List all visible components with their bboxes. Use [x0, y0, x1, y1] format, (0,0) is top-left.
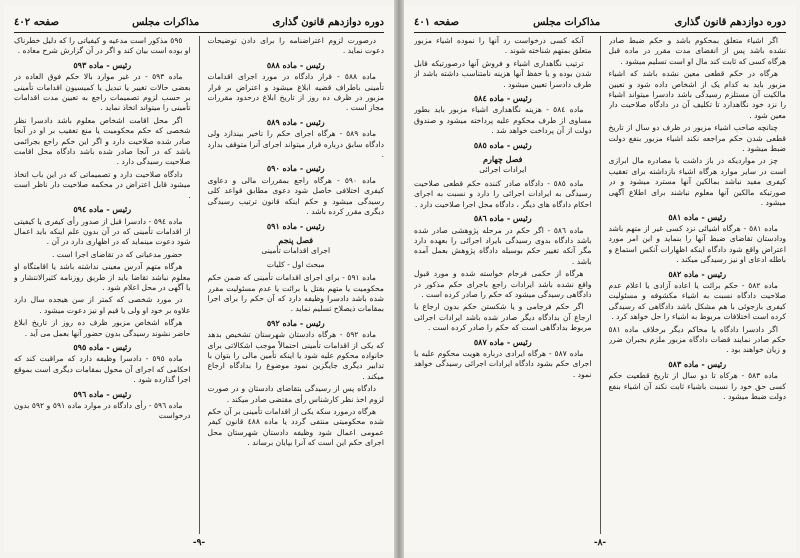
article-label: رئیس - ماده ٥٩٢: [266, 317, 325, 328]
article-label: رئیس - ماده ٥٩٥: [73, 341, 132, 352]
left-page-columns: [14, 36, 384, 534]
paragraph: ماده ٥٩١ - برای اجرای اقدامات تأمینی که ضمن حکم محکومیت یا متهم بقتل یا برائت یا عدم مسئولیت مقرر شده باشد دادسرا وظیفه دارد که آن حکم را برای اجرا بمقامات ذیصلاح تسلیم نماید .: [207, 273, 384, 314]
paragraph: دادگاه صلاحیت دارد و تصمیماتی که در این باب اتخاذ میشود قابل اعتراض در محکمه صلاحیت دار ناظر است .: [14, 169, 191, 200]
paragraph: ماده ٥٩٢ - هرگاه دادستان شهرستان تشخیص بدهد که یکی از اقدامات تأمینی احتمالاً موجب اشکالاتی برای خانواده محکوم علیه شود یا اینکه تأمین مالی را بتوان با تدابیر دیگری جایگزین نمود موضوع را بدادگاه ارجاع میکند .: [207, 330, 384, 381]
paragraph: دادگاه پس از رسیدگی بتقاضای دادستان و در صورت لزوم اخذ نظر کارشناس رأی مقتضی صادر میکند .: [207, 384, 384, 404]
paragraph: ماده ٥٩٤ - دادسرا قبل از صدور رأی کیفری یا کیفیتی از اقدامات تأمینی که در آن بدون علم اینکه باید اعمال شود دعوت مینماید که در اظهاری دارد در آن .: [14, 216, 191, 247]
paragraph: اگر اشیاء متعلق بمحکوم باشد و حکم ضبط صادر نشده باشد پس از انقضای مدت مقرر در ماده قبل هرگاه کسی که ثابت کند مال او است تسلیم میشود .: [608, 36, 786, 66]
paragraph: ماده ٥٨٤ - هزینه نگاهداری اشیاء مزبور باید بطور مساوی از طرف محکوم علیه پرداخته میشود و صندوق دولت از آن پرداخت خواهد شد .: [414, 105, 592, 136]
article-label: رئیس - ماده ٥٨٦: [473, 213, 532, 224]
paragraph: ماده ٥٨٢ - حکم برائت یا اعاده آزادی یا اعلام عدم صلاحیت دادگاه نسبت به اشیاء مکشوفه و مسئولیت کیفری بازجوئی با هم مشکل باشد دادگاهی که رسیدگی کرده است اختلافات مربوط به اشیاء را حل خواهد کرد .: [608, 280, 786, 322]
session-title: دوره دوازدهم قانون گذاری: [272, 16, 384, 28]
paragraph: هرگاه درمورد سکه یکی از اقدامات تأمینی بر آن حکم شده محکومیتی منتفی گردد یا ماده ٤٨٨ قانون کیفر عمومی اعمال شود وظیفه دادستان شهرستان محل اجرای حکم این است که آنرا بپایان برساند .: [207, 407, 384, 448]
text-column-right: [609, 36, 787, 534]
article-label: رئیس - ماده ٥٩١: [266, 220, 325, 231]
left-page-header: [14, 14, 384, 30]
page-footer: -٨-: [593, 538, 607, 548]
article-label: رئیس - ماده ٥٨١: [668, 211, 727, 222]
article-label: رئیس - ماده ٥٩٠: [266, 163, 325, 174]
chapter-heading: فصل پنجم: [278, 234, 314, 245]
paragraph: هرگاه در حکم قطعی معین نشده باشد که اشیاء مزبور باید به کدام یک از اشخاص داده شود و تعیین مالکیت آن مستلزم رسیدگی باشد دادسرا میتواند اشیاء را نزد خود نگاهدارد تا تکلیف آن در دادگاه صلاحیت دار معین شود .: [608, 69, 786, 120]
article-label: رئیس - ماده ٥٨٩: [266, 116, 325, 127]
right-page-header: [414, 14, 786, 30]
journal-title: مذاکرات مجلس: [132, 16, 200, 28]
book-gutter: [394, 0, 404, 558]
right-page: [404, 6, 796, 552]
text-column-right: [208, 36, 385, 534]
paragraph: اگر محل اقامت اشخاص معلوم باشد دادسرا نظر شخصی که حکم محکومیت یا منع تعقیب بر او در آنجا صادر شده صلاحیت دارد و اگر این حکم راجع بجرائمی باشد که در آنجا صادر شده باشد دادگاه محل اقامت صلاحیت رسیدگی دارد .: [14, 115, 191, 167]
text-column-left: [14, 36, 191, 534]
paragraph: ماده ٥٨٥ - دادگاه صادر کننده حکم قطعی صلاحیت رسیدگی به ایرادات اجرائی را دارد و نسبت به اجرای احکام دادگاه های دیگر ، دادگاه محل اجرا صلاحیت دارد .: [414, 178, 592, 209]
session-title: دوره دوازدهم قانون گذاری: [674, 16, 786, 28]
section-subheading: ایرادات اجرائی: [479, 165, 527, 175]
article-label: رئیس - ماده ٥٨٢: [668, 268, 727, 279]
paragraph: هرگاه متهم آدرس معینی نداشته باشد یا اقامتگاه او معلوم نباشد تقاضا باید از طریق روزنامه کثیرالانتشار و یا آگهی در محل اعلام شود .: [14, 262, 191, 292]
paragraph: ماده ٥٨٧ - هرگاه ایرادی درباره هویت محکوم علیه یا اجرای حکم بشود دادگاه ایرادات اجرائی رسیدگی خواهد نمود .: [414, 348, 592, 379]
paragraph: اگر حکم فرجامی و یا شکستن حکم بدون ارجاع یا ارجاع آن بدادگاه دیگر صادر شده باشد ایرادات اجرائی مربوط بدادگاهی است که حکم را صادر کرده است .: [414, 302, 592, 333]
paragraph: چز در مواردیکه در باز داشت یا مصادره مال ابرازی است در سایر موارد هرگاه اشیاء بازداشته برای تعقیب کیفری مفید نباشد بمالکین آنها مسترد میشود و در صورتیکه مالکین آنها معلوم نباشند برای اطلاع آگهی میشود .: [608, 156, 786, 208]
paragraph: ماده ٥٩٦ - رأی دادگاه در موارد ماده ٥٩١ و ٥٩٢ بدون درخواست: [14, 401, 191, 421]
paragraph: اگر دادسرا دادگاه یا محاکم دیگر برخلاف ماده ٥٨١ حکم صادر نمایند قضات دادگاه مزبور ملزم بجبران ضرر و زیان خواهند بود .: [608, 324, 786, 355]
paragraph: ماده ٥٩٣ - در غیر موارد بالا حکم فوق العاده در بعضی حالات تغییر یا تبدیل یا کمیسیون اقدامات تأمینی بر حسب لزوم تصمیمات راجع به تعیین مدت اقدامات تأمینی را میتواند اتخاذ نماید .: [14, 72, 191, 113]
right-page-columns: [414, 36, 786, 534]
section-subheading: مبحث اول - کلیات: [266, 259, 325, 269]
article-label: رئیس - ماده ٥٨٧: [473, 336, 532, 347]
header-rule: [414, 32, 786, 33]
paragraph: حضور مدعیانی که در تقاضای اجرا است .: [51, 249, 183, 259]
header-rule: [14, 32, 384, 33]
article-label: رئیس - ماده ٥٨٤: [473, 93, 532, 104]
article-label: رئیس - ماده ٥٩٦: [73, 388, 132, 399]
article-label: رئیس - ماده ٥٨٨: [266, 59, 325, 70]
paragraph: در مورد شخصی که کمتر از سن هیجده سال دارد علاوه بر خود او ولی یا قیم او نیز دعوت میشود .: [14, 295, 191, 315]
page-footer: -٩-: [192, 538, 206, 548]
page-number: صفحه ٤٠٢: [14, 16, 59, 28]
column-divider: [199, 36, 200, 534]
article-label: رئیس - ماده ٥٨٥: [473, 139, 532, 150]
article-label: رئیس - ماده ٥٩٣: [73, 59, 132, 70]
paragraph: درصورت لزوم اعتراضنامه را برای دادن توضیحات دعوت نماید .: [207, 36, 384, 56]
article-label: رئیس - ماده ٥٨٣: [668, 358, 727, 369]
journal-title: مذاکرات مجلس: [533, 16, 601, 28]
paragraph: ماده ٥٩٥ - دادسرا وظیفه دارد که مراقبت کند که احکامی که اجرای آن محول بمقامات دیگری است بموقع اجرا گذارده شود .: [14, 354, 191, 385]
paragraph: ترتیب نگاهداری اشیاء و فروش آنها درصورتیکه قابل شدن بوده و یا حفظ آنها هزینه نامتناسب داشته باشد از طرف دادسرا تعیین میشود .: [414, 58, 592, 89]
left-page: [4, 6, 394, 552]
paragraph: ماده ٥٨٣ - هرکاه تا دو سال از تاریخ قطعیت حکم کسی حق خود را نسبت باشیاء ثابت نکند آن اشیاء بنفع دولت ضبط میشود .: [608, 371, 786, 401]
page-number: صفحه ٤٠١: [414, 16, 459, 28]
chapter-heading: فصل چهارم: [483, 154, 523, 165]
paragraph: چنانچه صاحب اشیاء مزبور در ظرف دو سال از تاریخ قطعی شدن حکم مراجعه نکند اشیاء مزبور بنفع دولت ضبط میشود .: [608, 123, 786, 154]
section-subheading: اجرای اقدامات تأمینی: [261, 246, 331, 256]
paragraph: ماده ٥٩٠ - هرگاه راجع بمقررات مالی و دعاوی کیفری اختلافی حاصل شود دعوی مطابق قواعد کلی رسیدگی میشود و حکم اینکه قانون ترتیب رسیدگی دیگری مقرر کرده باشد .: [207, 175, 384, 217]
paragraph: آنکه کسی درخواست رد آنها را نموده اشیاء مزبور متعلق بمتهم شناخته شوند .: [414, 36, 592, 56]
paragraph: هرگاه از حکمی فرجام خواسته شده و مورد قبول واقع نشده باشد ایرادات راجع باجرای حکم مذکور در دادگاهی رسیدگی میشود که حکم را صادر کرده است .: [414, 269, 592, 299]
paragraph: هرگاه اشخاص مزبور ظرف ده روز از تاریخ ابلاغ حاضر نشوند رسیدگی بدون حضور آنها بعمل می آید .: [14, 318, 191, 338]
article-label: رئیس - ماده ٥٩٤: [73, 204, 132, 215]
paragraph: ماده ٥٨٩ - هرگاه اجرای حکم را تاخیر بیندازد ولی دادگاه سابق درباره قرار میتواند اجرای آنرا متوقف بدارد .: [207, 129, 384, 160]
paragraph: ماده ٥٨٨ - قرار دادگاه در مورد اجرای اقدامات تأمینی باطراف قضیه ابلاغ میشود و اعتراض بر قرار مزبور در ظرف ده روز از تاریخ ابلاغ درحدود مقررات مجاز است .: [207, 72, 384, 113]
paragraph: ماده ٥٨٦ - اگر حکم در مرحله پژوهشی صادر شده باشد دادگاه بدوی رسیدگی بایراد اجرائی را بعهده دارد مگر آنکه تغییر حکم بوسیله دادگاه پژوهش بعمل آمده باشد .: [414, 225, 592, 266]
column-divider: [600, 36, 601, 534]
paragraph: ٥٩٥ مذکور است مدعیه و کیفیاتی را که دلیل خطرناک او بوده است بیان کند و اگر در آن گزارش شرح معاده .: [14, 36, 191, 56]
paragraph: ماده ٥٨١ - هرگاه اشیائی نزد کسی غیر از متهم باشد ودادستان تقاضای ضبط آنها را بنماید و این امر مورد اعتراض واقع شود دادگاه اینکه اظهارات آنکس استماع و باطله ادعای او نیز رسیدگی میکند .: [608, 223, 786, 265]
text-column-left: [414, 36, 592, 534]
